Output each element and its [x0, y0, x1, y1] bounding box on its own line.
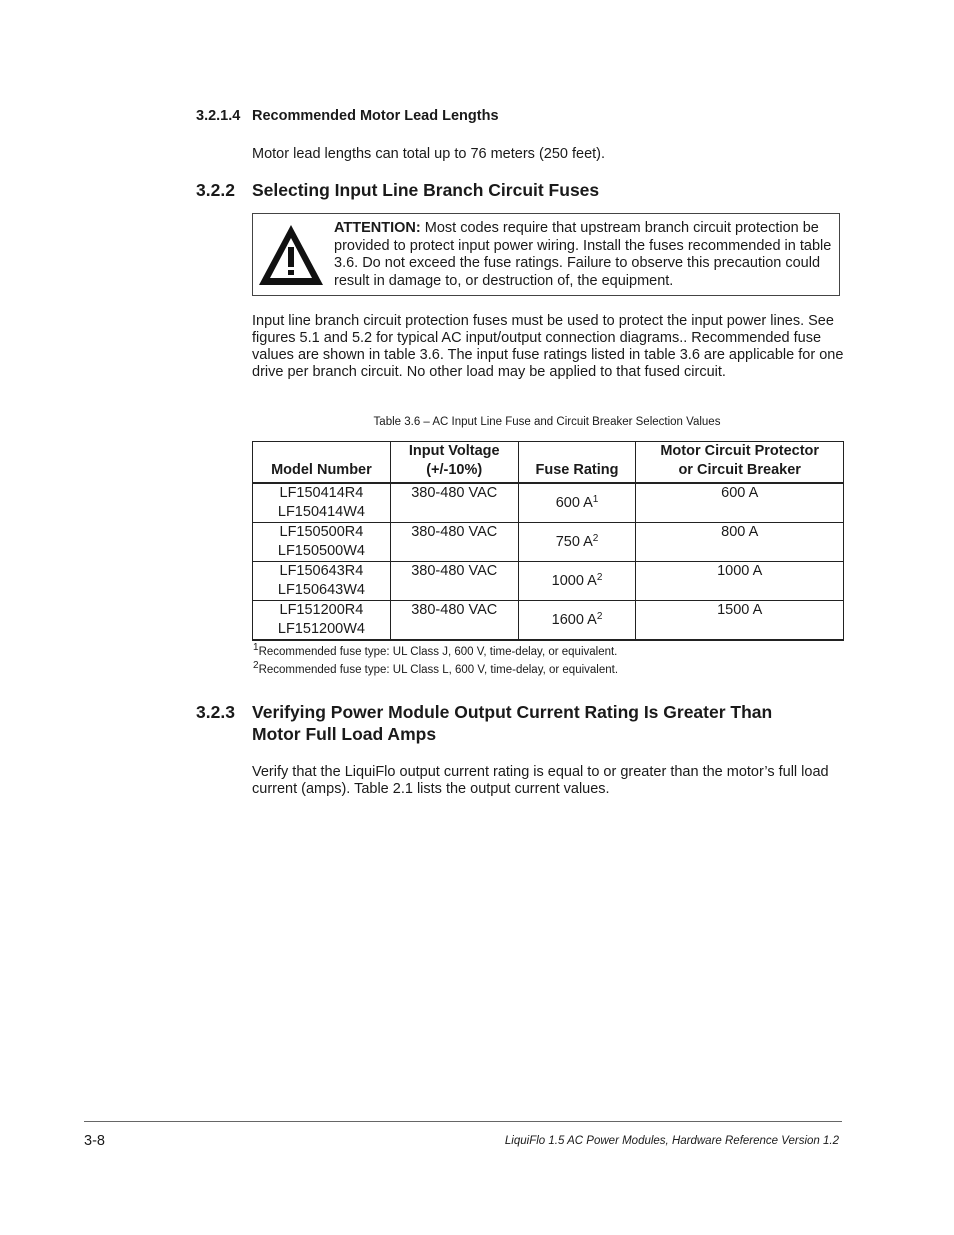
attention-text [334, 220, 834, 290]
breaker-cell: 800 A [636, 523, 844, 562]
warning-triangle-icon [256, 222, 326, 288]
table-footnote-1: $^1$Recommended fuse type: UL Class J, 600 V, time-delay, or equivalent. [253, 642, 618, 658]
column-header-fuse: Fuse Rating [518, 442, 636, 484]
table-row [253, 601, 844, 641]
motor-lead-paragraph: Motor lead lengths can total up to 76 meters (250 feet). [252, 146, 606, 162]
fuse-cell: 750 $A^2$ [518, 523, 636, 562]
section-title: Verifying Power Module Output Current Rating Is Greater Than Motor Full Load Amps [252, 702, 773, 744]
voltage-cell: 380-480 VAC [390, 483, 518, 523]
model-cell: LF150414R4 LF150414W4 [253, 483, 391, 523]
subsection-heading-3214 [196, 108, 499, 124]
footer-divider [84, 1121, 842, 1122]
breaker-cell: 600 A [636, 483, 844, 523]
column-header-voltage: Input Voltage (+/-10%) [390, 442, 518, 484]
fuse-selection-table [252, 441, 844, 641]
section-heading-323 [196, 701, 836, 747]
column-header-breaker: Motor Circuit Protector or Circuit Breaker [636, 442, 844, 484]
table-footnote-2: $^2$Recommended fuse type: UL Class L, 600 V, time-delay, or equivalent. [253, 660, 619, 676]
column-header-model: Model Number [253, 442, 391, 484]
footnote-ref: 2 [596, 610, 603, 622]
fuse-cell: 1000 $A^2$ [518, 562, 636, 601]
attention-box [252, 213, 840, 296]
attention-message: Most codes require that upstream branch circuit protection be provided to protect input power wiring. Install the fuses recommended in table 3.6. Do not exceed the fuse ratings. Failure to observe this precaution could result in damage to, or destruction of, the equipment. [334, 220, 832, 289]
footnote-ref: 2 [596, 571, 603, 583]
footer-title: LiquiFlo 1.5 AC Power Modules, Hardware Reference Version 1.2 [504, 1135, 839, 1147]
model-cell: LF151200R4 LF151200W4 [253, 601, 391, 641]
voltage-cell: 380-480 VAC [390, 523, 518, 562]
section-number: 3.2.3 [196, 702, 235, 722]
fuse-protection-paragraph: Input line branch circuit protection fuses must be used to protect the input power lines. See figures 5.1 and 5.2 for typical AC input/output connection diagrams.. Recommended fuse values are shown in table 3.6. The input fuse ratings listed in table 3.6 are applicable for one drive per branch circuit. No other load may be applied to that fused circuit. [252, 313, 844, 380]
table-row [253, 562, 844, 601]
voltage-cell: 380-480 VAC [390, 562, 518, 601]
footnote-ref: 2 [592, 532, 599, 544]
section-title: Selecting Input Line Branch Circuit Fuses [252, 180, 600, 200]
fuse-cell: 1600 $A^2$ [518, 601, 636, 641]
fuse-cell: 600 $A^1$ [518, 483, 636, 523]
breaker-cell: 1000 A [636, 562, 844, 601]
section-heading-322 [196, 180, 836, 202]
section-title: Recommended Motor Lead Lengths [252, 108, 499, 124]
footnote-ref: 1 [592, 493, 599, 505]
voltage-cell: 380-480 VAC [390, 601, 518, 641]
table-row [253, 483, 844, 523]
page-number: 3-8 [84, 1133, 105, 1149]
section-number: 3.2.2 [196, 180, 235, 200]
attention-label: ATTENTION: [334, 220, 421, 236]
table-row [253, 523, 844, 562]
table-caption: Table 3.6 – AC Input Line Fuse and Circuit Breaker Selection Values [373, 416, 721, 428]
output-current-paragraph: Verify that the LiquiFlo output current rating is equal to or greater than the motor’s full load current (amps). Table 2.1 lists the output current values. [252, 764, 829, 797]
model-cell: LF150500R4 LF150500W4 [253, 523, 391, 562]
table-header-row [253, 442, 844, 484]
breaker-cell: 1500 A [636, 601, 844, 641]
model-cell: LF150643R4 LF150643W4 [253, 562, 391, 601]
section-number: 3.2.1.4 [196, 108, 241, 124]
